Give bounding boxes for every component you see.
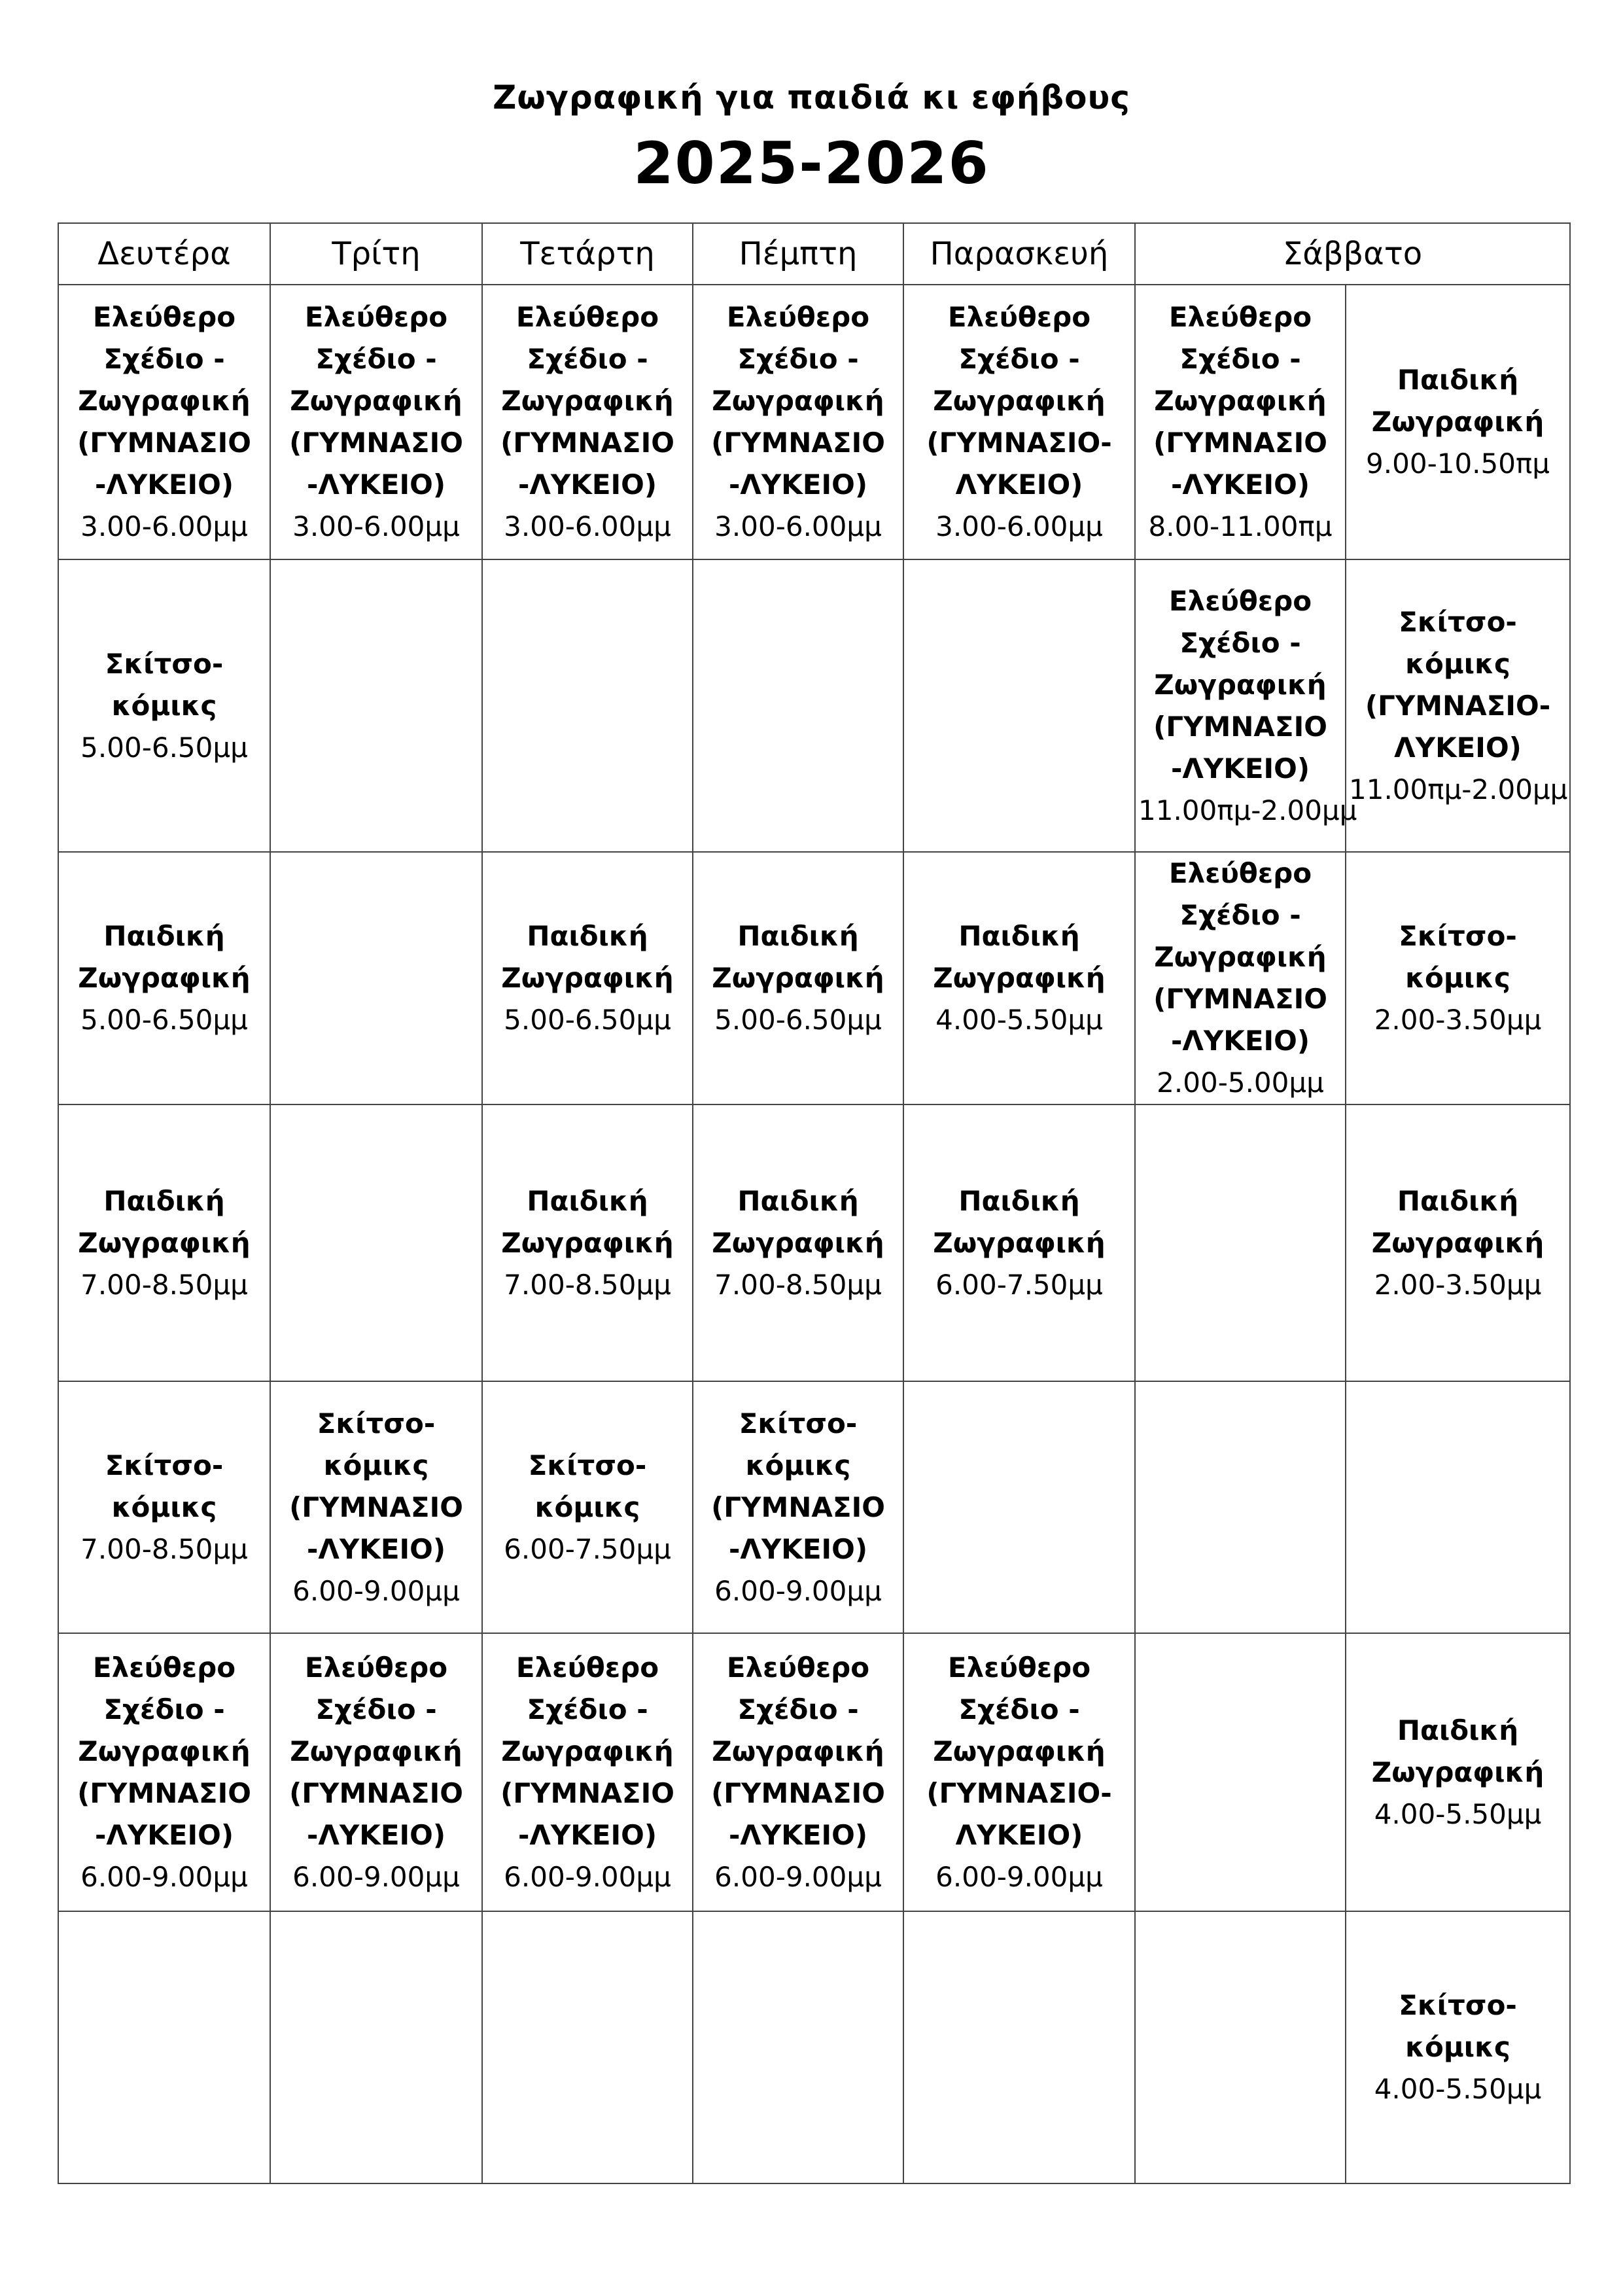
class-time: 5.00-6.50μμ — [714, 1004, 882, 1036]
class-time: 7.00-8.50μμ — [80, 1532, 248, 1565]
class-time: 3.00-6.00μμ — [504, 510, 671, 542]
schedule-cell — [1346, 1633, 1570, 1911]
class-time: 6.00-7.50μμ — [935, 1268, 1103, 1301]
day-header: Πέμπτη — [693, 223, 903, 285]
class-name: Σκίτσο-κόμικς — [1399, 1989, 1517, 2063]
day-header-row — [58, 223, 1570, 285]
schedule-cell — [903, 285, 1135, 559]
class-time: 2.00-3.50μμ — [1374, 1268, 1542, 1301]
class-time: 6.00-9.00μμ — [80, 1860, 248, 1893]
class-name: Ελεύθερο Σχέδιο - Ζωγραφική (ΓΥΜΝΑΣΙΟ -ΛΥΚΕΙΟ) — [500, 1651, 674, 1851]
class-time: 3.00-6.00μμ — [80, 510, 248, 542]
schedule-table — [58, 222, 1571, 2184]
day-header: Σάββατο — [1135, 223, 1570, 285]
schedule-cell — [270, 559, 482, 852]
schedule-cell — [903, 1381, 1135, 1633]
schedule-cell — [693, 1381, 903, 1633]
schedule-cell — [58, 285, 270, 559]
schedule-cell — [58, 1104, 270, 1381]
schedule-cell — [693, 559, 903, 852]
schedule-row — [58, 285, 1570, 559]
schedule-cell — [482, 1633, 693, 1911]
class-name: Σκίτσο-κόμικς (ΓΥΜΝΑΣΙΟ -ΛΥΚΕΙΟ) — [289, 1407, 463, 1565]
class-name: Ελεύθερο Σχέδιο - Ζωγραφική (ΓΥΜΝΑΣΙΟ -ΛΥΚΕΙΟ) — [1153, 857, 1327, 1057]
schedule-cell — [58, 852, 270, 1104]
class-name: Ελεύθερο Σχέδιο - Ζωγραφική (ΓΥΜΝΑΣΙΟ -ΛΥΚΕΙΟ) — [289, 301, 463, 501]
schedule-cell — [58, 559, 270, 852]
class-name: Ελεύθερο Σχέδιο - Ζωγραφική (ΓΥΜΝΑΣΙΟ -ΛΥΚΕΙΟ) — [1153, 301, 1327, 501]
class-name: Παιδική Ζωγραφική — [501, 920, 674, 994]
schedule-cell — [903, 1104, 1135, 1381]
schedule-cell — [903, 852, 1135, 1104]
schedule-cell — [1135, 1633, 1346, 1911]
schedule-cell — [693, 852, 903, 1104]
schedule-cell — [270, 852, 482, 1104]
class-time: 6.00-9.00μμ — [504, 1860, 671, 1893]
class-time: 2.00-3.50μμ — [1374, 1004, 1542, 1036]
schedule-cell — [482, 1381, 693, 1633]
schedule-cell — [1135, 559, 1357, 852]
class-name: Παιδική Ζωγραφική — [78, 920, 251, 994]
class-name: Παιδική Ζωγραφική — [1371, 1184, 1544, 1259]
class-time: 5.00-6.50μμ — [504, 1004, 671, 1036]
class-name: Ελεύθερο Σχέδιο - Ζωγραφική (ΓΥΜΝΑΣΙΟ-ΛΥΚΕΙΟ) — [926, 1651, 1112, 1851]
class-name: Παιδική Ζωγραφική — [501, 1184, 674, 1259]
schedule-cell — [270, 1911, 482, 2183]
class-name: Παιδική Ζωγραφική — [1371, 1714, 1544, 1788]
schedule-cell — [1135, 1911, 1346, 2183]
class-name: Ελεύθερο Σχέδιο - Ζωγραφική (ΓΥΜΝΑΣΙΟ -ΛΥΚΕΙΟ) — [711, 301, 885, 501]
schedule-cell — [1135, 285, 1346, 559]
schedule-cell — [482, 1911, 693, 2183]
schedule-cell — [1346, 559, 1570, 852]
document-title: Ζωγραφική για παιδιά κι εφήβους — [493, 79, 1130, 116]
schedule-row — [58, 1381, 1570, 1633]
class-name: Ελεύθερο Σχέδιο - Ζωγραφική (ΓΥΜΝΑΣΙΟ -ΛΥΚΕΙΟ) — [289, 1651, 463, 1851]
class-name: Παιδική Ζωγραφική — [712, 1184, 884, 1259]
day-header: Δευτέρα — [58, 223, 270, 285]
schedule-cell — [270, 285, 482, 559]
class-time: 2.00-5.00μμ — [1157, 1067, 1324, 1099]
class-name: Παιδική Ζωγραφική — [78, 1184, 251, 1259]
class-time: 5.00-6.50μμ — [80, 731, 248, 764]
schedule-row — [58, 1911, 1570, 2183]
class-name: Παιδική Ζωγραφική — [933, 1184, 1106, 1259]
class-time: 5.00-6.50μμ — [80, 1004, 248, 1036]
class-name: Σκίτσο-κόμικς (ΓΥΜΝΑΣΙΟ-ΛΥΚΕΙΟ) — [1365, 605, 1551, 764]
class-time: 4.00-5.50μμ — [935, 1004, 1103, 1036]
schedule-cell — [58, 1911, 270, 2183]
class-time: 3.00-6.00μμ — [935, 510, 1103, 542]
schedule-cell — [1135, 852, 1346, 1104]
day-header: Τρίτη — [270, 223, 482, 285]
class-time: 6.00-9.00μμ — [292, 1574, 460, 1607]
class-time: 7.00-8.50μμ — [504, 1268, 671, 1301]
schedule-row — [58, 559, 1570, 852]
schedule-cell — [58, 1633, 270, 1911]
schedule-cell — [903, 559, 1135, 852]
class-time: 6.00-9.00μμ — [292, 1860, 460, 1893]
class-name: Παιδική Ζωγραφική — [1371, 364, 1544, 438]
schedule-cell — [693, 285, 903, 559]
class-time: 6.00-9.00μμ — [714, 1860, 882, 1893]
schedule-cell — [58, 1381, 270, 1633]
schedule-cell — [903, 1633, 1135, 1911]
schedule-cell — [1346, 1104, 1570, 1381]
class-time: 3.00-6.00μμ — [714, 510, 882, 542]
schedule-cell — [693, 1104, 903, 1381]
class-time: 3.00-6.00μμ — [292, 510, 460, 542]
schedule-cell — [693, 1633, 903, 1911]
class-time: 6.00-7.50μμ — [504, 1532, 671, 1565]
class-time: 6.00-9.00μμ — [935, 1860, 1103, 1893]
class-time: 4.00-5.50μμ — [1374, 1797, 1542, 1830]
school-year: 2025-2026 — [633, 130, 990, 197]
class-time: 4.00-5.50μμ — [1374, 2073, 1542, 2105]
class-time: 7.00-8.50μμ — [714, 1268, 882, 1301]
class-time: 11.00πμ-2.00μμ — [1138, 794, 1357, 826]
class-name: Σκίτσο-κόμικς — [105, 647, 224, 722]
schedule-cell — [1135, 1104, 1346, 1381]
class-time: 7.00-8.50μμ — [80, 1268, 248, 1301]
class-name: Ελεύθερο Σχέδιο - Ζωγραφική (ΓΥΜΝΑΣΙΟ -ΛΥΚΕΙΟ) — [77, 301, 251, 501]
schedule-cell — [903, 1911, 1135, 2183]
day-header: Παρασκευή — [903, 223, 1135, 285]
class-time: 8.00-11.00πμ — [1148, 510, 1333, 542]
schedule-cell — [1346, 1381, 1570, 1633]
schedule-cell — [270, 1381, 482, 1633]
class-name: Ελεύθερο Σχέδιο - Ζωγραφική (ΓΥΜΝΑΣΙΟ -ΛΥΚΕΙΟ) — [500, 301, 674, 501]
schedule-cell — [1135, 1381, 1346, 1633]
day-header: Τετάρτη — [482, 223, 693, 285]
class-time: 6.00-9.00μμ — [714, 1574, 882, 1607]
schedule-cell — [1346, 852, 1570, 1104]
schedule-cell — [482, 852, 693, 1104]
schedule-cell — [1346, 285, 1570, 559]
schedule-cell — [270, 1633, 482, 1911]
class-time: 9.00-10.50πμ — [1366, 448, 1550, 480]
class-name: Ελεύθερο Σχέδιο - Ζωγραφική (ΓΥΜΝΑΣΙΟ-ΛΥΚΕΙΟ) — [926, 301, 1112, 501]
class-name: Σκίτσο-κόμικς — [1399, 920, 1517, 994]
schedule-cell — [270, 1104, 482, 1381]
class-name: Ελεύθερο Σχέδιο - Ζωγραφική (ΓΥΜΝΑΣΙΟ -ΛΥΚΕΙΟ) — [77, 1651, 251, 1851]
schedule-cell — [1346, 1911, 1570, 2183]
schedule-cell — [482, 285, 693, 559]
class-name: Παιδική Ζωγραφική — [712, 920, 884, 994]
class-name: Σκίτσο-κόμικς (ΓΥΜΝΑΣΙΟ -ΛΥΚΕΙΟ) — [711, 1407, 885, 1565]
class-name: Ελεύθερο Σχέδιο - Ζωγραφική (ΓΥΜΝΑΣΙΟ -ΛΥΚΕΙΟ) — [1153, 584, 1327, 785]
schedule-row — [58, 852, 1570, 1104]
schedule-cell — [482, 1104, 693, 1381]
class-name: Παιδική Ζωγραφική — [933, 920, 1106, 994]
schedule-row — [58, 1104, 1570, 1381]
class-name: Ελεύθερο Σχέδιο - Ζωγραφική (ΓΥΜΝΑΣΙΟ -ΛΥΚΕΙΟ) — [711, 1651, 885, 1851]
schedule-cell — [482, 559, 693, 852]
class-name: Σκίτσο-κόμικς — [528, 1449, 647, 1523]
class-time: 11.00πμ-2.00μμ — [1349, 773, 1568, 805]
schedule-row — [58, 1633, 1570, 1911]
class-name: Σκίτσο-κόμικς — [105, 1449, 224, 1523]
schedule-cell — [693, 1911, 903, 2183]
